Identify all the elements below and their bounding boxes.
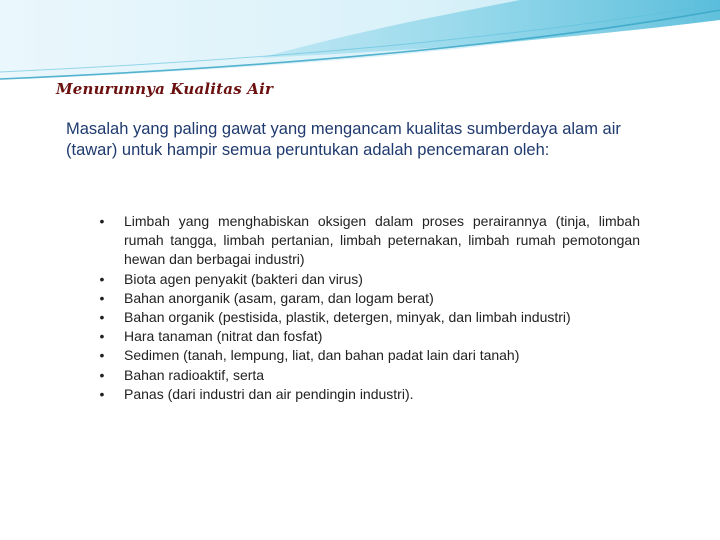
- list-item-text: Sedimen (tanah, lempung, liat, dan bahan padat lain dari tanah): [124, 347, 520, 364]
- list-item: [96, 270, 640, 289]
- bullet-icon: •: [99, 328, 105, 345]
- bullet-icon: •: [99, 289, 105, 306]
- list-item: [96, 212, 640, 270]
- list-item-text: Bahan organik (pestisida, plastik, detergen, minyak, dan limbah industri): [124, 309, 571, 326]
- list-item-text: Bahan anorganik (asam, garam, dan logam berat): [124, 289, 434, 306]
- slide-title: Menurunnya Kualitas Air: [56, 80, 274, 98]
- list-item-text: Panas (dari industri dan air pendingin industri).: [124, 385, 414, 402]
- bullet-icon: •: [99, 385, 105, 402]
- list-item: [96, 385, 640, 404]
- list-item: [96, 327, 640, 346]
- list-item-text: Biota agen penyakit (bakteri dan virus): [124, 270, 363, 287]
- bullet-icon: •: [99, 213, 105, 229]
- bullet-icon: •: [99, 366, 105, 383]
- bullet-icon: •: [99, 270, 105, 287]
- list-item-text: Bahan radioaktif, serta: [124, 366, 265, 383]
- list-item: [96, 289, 640, 308]
- list-item-text: Limbah yang menghabiskan oksigen dalam proses perairannya (tinja, limbah rumah tangga, limbah pertanian, limbah peternakan, limbah rumah pemotongan hewan dan berbagai industri): [124, 213, 640, 268]
- bullet-icon: •: [99, 347, 105, 364]
- list-item: [96, 346, 640, 365]
- list-item-text: Hara tanaman (nitrat dan fosfat): [124, 328, 323, 345]
- bullet-icon: •: [99, 309, 105, 326]
- header-banner-graphic: [0, 0, 720, 90]
- intro-paragraph: Masalah yang paling gawat yang mengancam kualitas sumberdaya alam air (tawar) untuk hampir semua peruntukan adalah pencemaran oleh:: [66, 120, 621, 159]
- list-item: [96, 308, 640, 327]
- pollutant-list: [96, 212, 640, 404]
- list-item: [96, 366, 640, 385]
